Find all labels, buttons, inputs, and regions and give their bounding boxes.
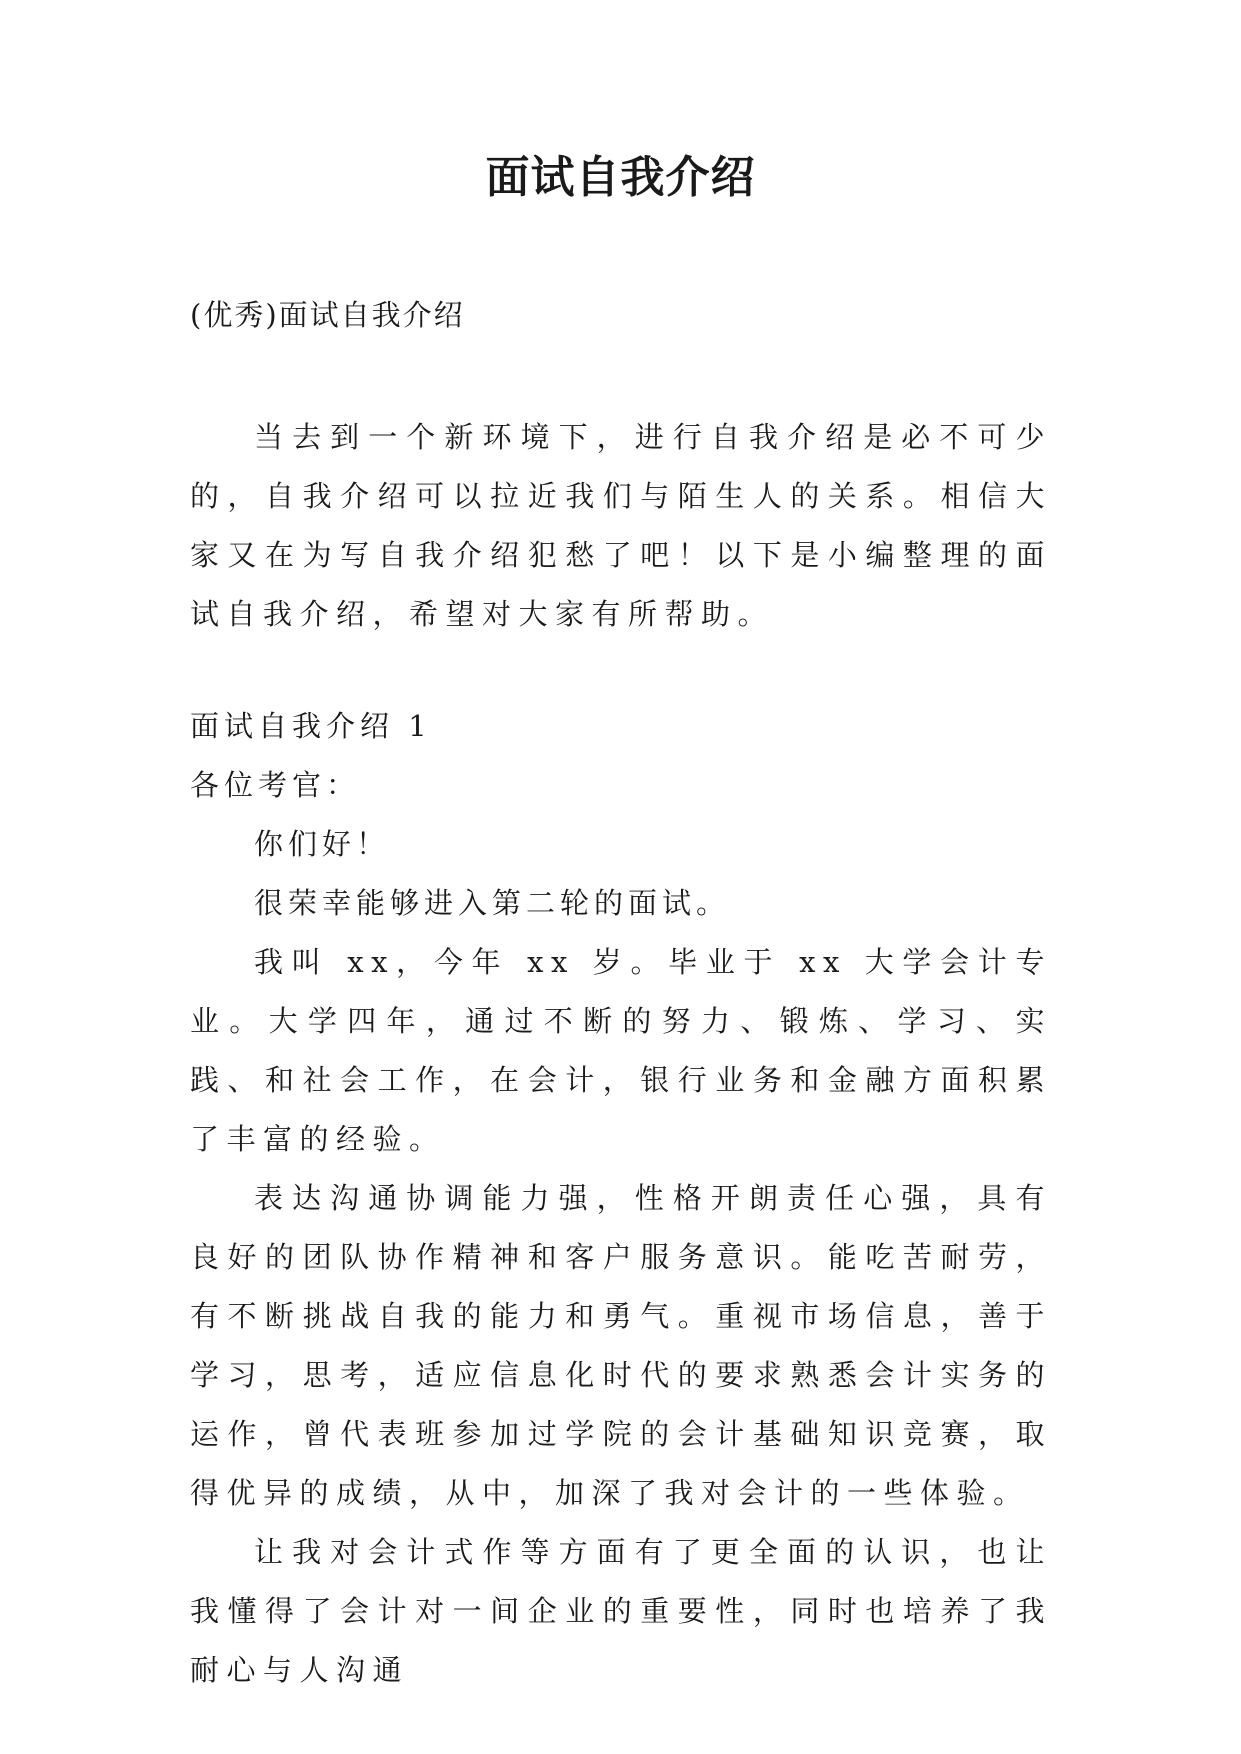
opening-line: 很荣幸能够进入第二轮的面试。 bbox=[254, 886, 731, 920]
body-paragraph: 我叫 xx，今年 xx 岁。毕业于 xx 大学会计专业。大学四年，通过不断的努力、锻炼、学习、实践、和社会工作，在会计，银行业务和金融方面积累了丰富的经验。 bbox=[190, 945, 1052, 1156]
letter-body bbox=[190, 697, 1052, 1700]
document-title: 面试自我介绍 bbox=[485, 152, 756, 203]
greeting: 你们好！ bbox=[254, 827, 391, 861]
salutation: 各位考官： bbox=[190, 768, 361, 802]
body-paragraph: 表达沟通协调能力强，性格开朗责任心强，具有良好的团队协作精神和客户服务意识。能吃苦耐劳，有不断挑战自我的能力和勇气。重视市场信息，善于学习，思考，适应信息化时代的要求熟悉会计实务的运作，曾代表班参加过学院的会计基础知识竞赛，取得优异的成绩，从中，加深了我对会计的一些体验。 bbox=[190, 1181, 1052, 1510]
section-heading: 面试自我介绍 1 bbox=[190, 709, 432, 743]
body-paragraph: 让我对会计式作等方面有了更全面的认识，也让我懂得了会计对一间企业的重要性，同时也培养了我耐心与人沟通 bbox=[190, 1535, 1052, 1687]
intro-paragraph: 当去到一个新环境下，进行自我介绍是必不可少的，自我介绍可以拉近我们与陌生人的关系。相信大家又在为写自我介绍犯愁了吧！以下是小编整理的面试自我介绍，希望对大家有所帮助。 bbox=[190, 420, 1052, 631]
document-subtitle: (优秀)面试自我介绍 bbox=[190, 298, 465, 332]
